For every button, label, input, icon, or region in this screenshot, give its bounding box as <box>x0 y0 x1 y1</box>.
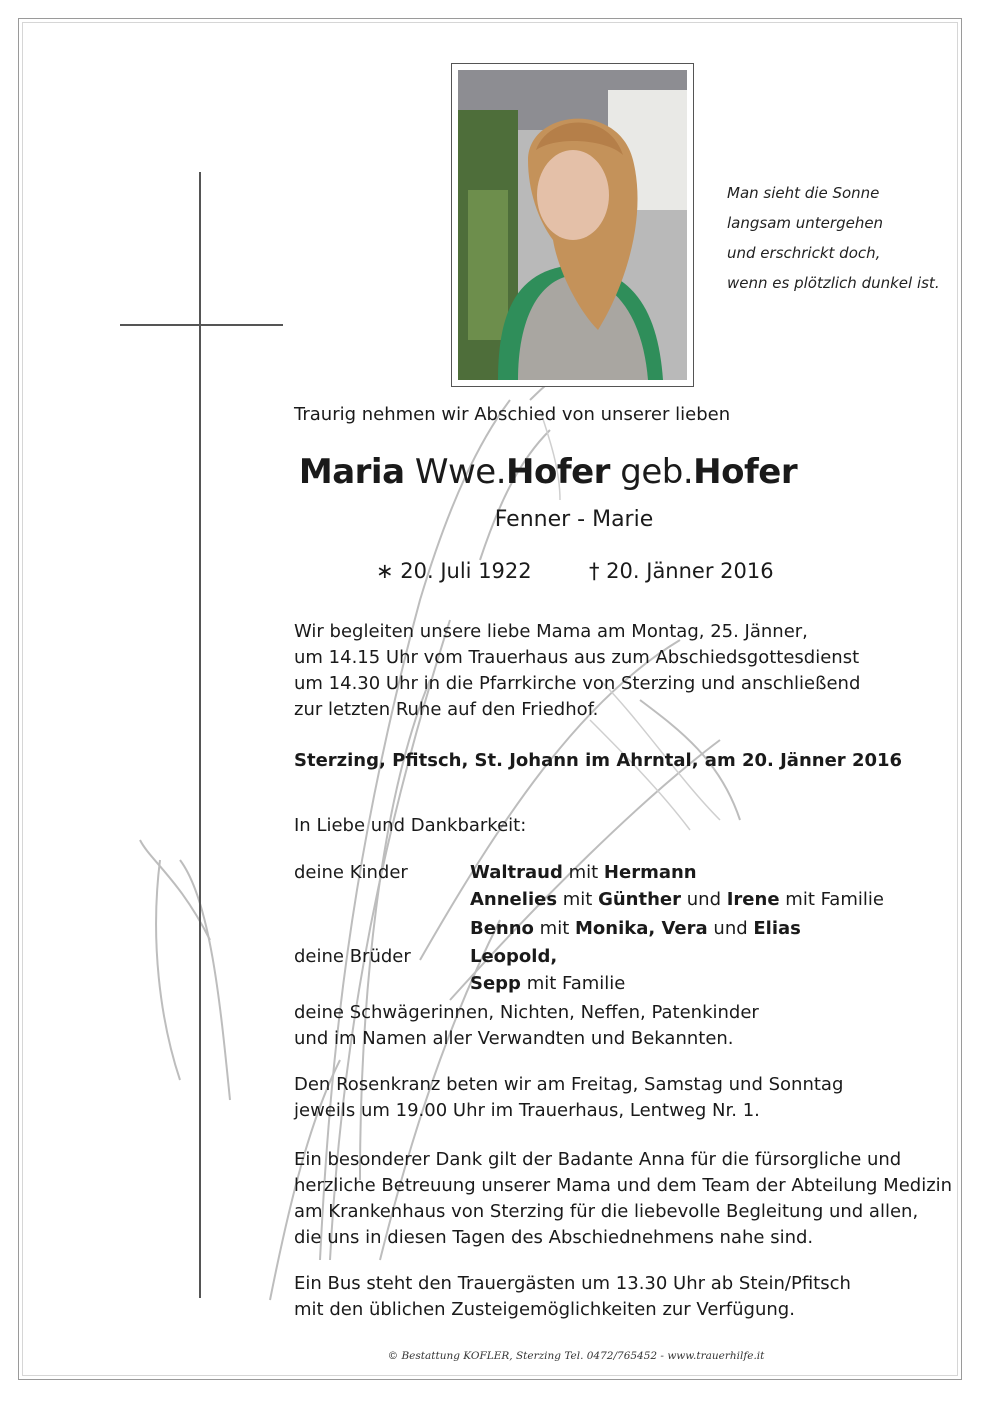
poem-line: Man sieht die Sonne <box>727 184 880 202</box>
paragraph-line: um 14.15 Uhr vom Trauerhaus aus zum Abschiedsgottesdienst <box>294 647 860 668</box>
surname: Hofer <box>506 452 610 492</box>
relative-name: Elias <box>753 918 801 939</box>
brothers-label: deine Brüder <box>294 946 411 967</box>
paragraph-line: und im Namen aller Verwandten und Bekannten. <box>294 1028 734 1049</box>
thanks-paragraph <box>294 1147 952 1251</box>
relative-connector: und <box>713 918 748 939</box>
paragraph-line: Ein besonderer Dank gilt der Badante Anna für die fürsorgliche und <box>294 1149 902 1170</box>
death-date: † 20. Jänner 2016 <box>589 559 774 583</box>
bus-paragraph <box>294 1271 851 1323</box>
relative-name: Sepp <box>470 973 521 994</box>
portrait-photo <box>451 63 694 387</box>
relative-name: Hermann <box>603 862 697 883</box>
relative-connector: mit <box>568 862 599 883</box>
children-label: deine Kinder <box>294 862 408 883</box>
relative-connector: mit <box>562 889 593 910</box>
paragraph-line: die uns in diesen Tagen des Abschiednehmens nahe sind. <box>294 1227 814 1248</box>
paragraph-line: deine Schwägerinnen, Nichten, Neffen, Patenkinder <box>294 1002 759 1023</box>
poem <box>727 178 967 298</box>
paragraph-line: Ein Bus steht den Trauergästen um 13.30 Uhr ab Stein/Pfitsch <box>294 1273 851 1294</box>
relative-name: Annelies <box>470 889 558 910</box>
child-line <box>470 889 884 910</box>
relative-name: Leopold, <box>470 946 558 967</box>
paragraph-line: zur letzten Ruhe auf den Friedhof. <box>294 699 599 720</box>
nickname: Fenner - Marie <box>494 507 654 532</box>
brother-line <box>470 973 625 994</box>
paragraph-line: Den Rosenkranz beten wir am Freitag, Samstag und Sonntag <box>294 1074 844 1095</box>
relative-name: Monika, Vera <box>575 918 708 939</box>
poem-line: und erschrickt doch, <box>727 244 881 262</box>
rosary-paragraph <box>294 1072 843 1124</box>
maiden-name: Hofer <box>693 452 798 492</box>
poem-line: wenn es plötzlich dunkel ist. <box>727 274 940 292</box>
footer-credit: © Bestattung KOFLER, Sterzing Tel. 0472/765452 - www.trauerhilfe.it <box>387 1350 765 1362</box>
place-date: Sterzing, Pfitsch, St. Johann im Ahrntal, am 20. Jänner 2016 <box>294 750 903 771</box>
paragraph-line: Wir begleiten unsere liebe Mama am Montag, 25. Jänner, <box>294 621 808 642</box>
relative-name: Benno <box>470 918 534 939</box>
love-line: In Liebe und Dankbarkeit: <box>294 815 527 836</box>
funeral-paragraph <box>294 619 860 723</box>
relative-connector: mit Familie <box>526 973 626 994</box>
cross-horizontal <box>120 324 283 326</box>
paragraph-line: jeweils um 19.00 Uhr im Trauerhaus, Lentweg Nr. 1. <box>294 1100 760 1121</box>
relative-connector: mit <box>539 918 570 939</box>
other-relatives <box>294 1000 759 1052</box>
paragraph-line: mit den üblichen Zusteigemöglichkeiten zur Verfügung. <box>294 1299 795 1320</box>
relative-connector: mit Familie <box>785 889 884 910</box>
cross-vertical <box>199 172 201 1298</box>
deceased-name <box>0 452 982 492</box>
poem-line: langsam untergehen <box>727 214 884 232</box>
child-line <box>470 862 697 883</box>
relative-connector: und <box>686 889 721 910</box>
paragraph-line: am Krankenhaus von Sterzing für die liebevolle Begleitung und allen, <box>294 1201 919 1222</box>
born-label: geb. <box>620 452 694 492</box>
widow-label: Wwe. <box>414 452 507 492</box>
first-name: Maria <box>298 452 405 492</box>
paragraph-line: um 14.30 Uhr in die Pfarrkirche von Sterzing und anschließend <box>294 673 861 694</box>
child-line <box>470 918 801 939</box>
relative-name: Günther <box>598 889 682 910</box>
relative-name: Waltraud <box>470 862 563 883</box>
portrait-image <box>458 70 687 380</box>
relative-name: Irene <box>726 889 780 910</box>
brother-line <box>470 946 557 967</box>
birth-date: ∗ 20. Juli 1922 <box>376 559 532 583</box>
paragraph-line: herzliche Betreuung unserer Mama und dem Team der Abteilung Medizin <box>294 1175 953 1196</box>
intro-text: Traurig nehmen wir Abschied von unserer lieben <box>294 404 731 425</box>
